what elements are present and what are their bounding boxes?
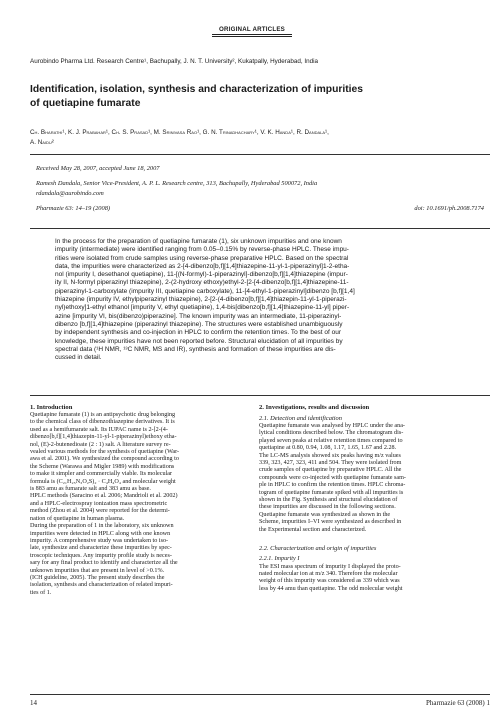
text-line: nated molecular ion at m/z 340. Therefore the molecular [259,571,398,577]
text-line: crude samples of quetiapine by preparative HPLC. All the [259,467,402,474]
text-line: thiazepine (impurity IV, ethylpiperazinyl thiazepine), 2-[2-(4-dibenzo[b,f][1,4]thiazepin-11-yl-1-piperazi- [55,296,347,304]
text-line: the Scheme (Warawa and Migler 1989) with modifications [30,463,175,470]
text-line: In the process for the preparation of quetiapine fumarate (1), six unknown impurities and one known [55,238,342,245]
body-text [259,423,481,534]
text-line: piperazinyl-1-carboxylate (impurity III, quetiapine carboxylate), 11-[4-ethyl-1-piperazinyl]dibenzo [b,f][1,4] [55,287,355,295]
text-line: compounds were co-injected with quetiapine fumarate sam- [259,474,406,481]
text-line: Quetiapine fumarate was synthesized as shown in the [259,511,391,518]
author-list [30,128,490,148]
text-line: data, the impurities were characterized as 2-[4-dibenzo[b,f][1,4]thiazepine-11-yl-1-piperazinyl]1-2-etha- [55,262,350,270]
correspondence-email: rdandala@aurobindo.com [36,189,104,197]
article-meta [36,164,484,213]
text-line: ple in HPLC to confirm the retention times. HPLC chroma- [259,482,406,489]
text-line: dibenzo [b,f][1,4]thiazepine (piperazinyl thiazepine). The structures were established unambiguously [55,320,343,328]
page-number: 14 [30,699,37,707]
text-line: ties of 1. [30,589,52,596]
text-line: During the preparation of 1 in the laboratory, six unknown [30,523,174,530]
text-line: by independent synthesis and co-injection in HPLC to confirm the retention times. To the best of our [55,329,342,337]
subsection-heading: 2.1. Detection and identification [259,415,342,422]
divider [30,694,490,695]
text-line: quetiapine at 0.80, 0.94, 1.08, 1.17, 1.65, 1.67 and 2.28. [259,445,397,452]
section-heading: 1. Introduction [30,404,73,411]
doi: doi: 10.1691/ph.2008.7174 [414,204,484,212]
text-line: The ESI mass spectrum of impurity I displayed the proto- [259,563,401,570]
text-line: The LC-MS analysis showed six peaks having m/z values [259,452,401,459]
text-line: ity II, N-formyl piperazinyl thiazepine), 2-(2-hydroxy ethoxy)ethyl-2-[2-[4-dibenzo[b,f][1,4]thiazepine-11- [55,279,349,287]
divider [30,154,490,155]
text-line: impurity (intermediate) were identified ranging from 0.05–0.15% by reverse-phase HPLC. These impu- [55,246,349,254]
text-line: method (Zhou et al. 2004) were reported for the determi- [30,508,170,515]
text-line: vealed various methods for the synthesis of quetiapine (War- [30,449,180,456]
author-line: A. Naidu² [30,138,54,146]
abstract [55,238,465,362]
received-date: Received May 28, 2007, accepted June 18, 2007 [36,165,160,172]
text-line: azine [impurity VI, bis(dibenzo)piperazine]. The known impurity was an intermediate, 11-piperazinyl- [55,312,342,320]
article-title [30,83,480,111]
text-line: 339, 323, 427, 323, 411 and 504. They were isolated from [259,460,402,467]
divider [30,395,490,396]
text-line: (ICH guideline, 2005). The present study describes the [30,574,165,581]
text-line: formula is (C₂₁H₂₅N₃O₂S)₂ · C₄H₄O₄ and molecular weight [30,478,176,485]
text-line: to make it simpler and commercially viable. Its molecular [30,471,173,478]
text-line: isolation, synthesis and characterization of related impuri- [30,582,173,589]
text-line: and a HPLC-electrospray ionization mass spectrometric [30,500,168,507]
text-line: spectral data (¹H NMR, ¹³C NMR, MS and IR), synthesis and formation of these impurities are dis- [55,345,336,353]
text-line: nol (impurity I, desethanol quetiapine), 11-[(N-formyl)-1-piperazinyl]-dibenzo[b,f][1,4]thiazepine (impur- [55,271,348,279]
text-line: Quetiapine fumarate was analysed by HPLC under the ana- [259,423,405,429]
text-line: these impurities are discussed in the following sections. [259,504,396,511]
text-line: lytical conditions described below. The chromatogram dis- [259,430,404,437]
divider [30,228,490,229]
subsubsection-heading: 2.2.1. Impurity I [259,555,300,563]
left-column [30,400,252,597]
text-line: nyl)ethoxy]1-ethyl ethanol [impurity V, ethyl quetiapine), 1,4-bis[dibenzo[b,f][1,4]thiazepine-11-yl] piper- [55,304,350,312]
text-line: nation of quetiapine in human plasma. [30,515,125,522]
text-line: weight of this impurity was considered as 339 which was [259,578,400,585]
text-line: dibenzo[b,f][1,4]thiazepin-11-yl-1-piperazinyl)ethoxy etha- [30,434,177,441]
text-line: played seven peaks at relative retention times compared to [259,437,403,444]
text-line: troscopic techniques. Any impurity profile study is neces- [30,552,172,559]
text-line: nol, (E)-2-butenedioate (2 : 1) salt. A literature survey re- [30,441,171,448]
text-line: impurities were detected in HPLC along with one known [30,530,171,537]
journal-reference: Pharmazie 63 (2008) 1 [426,699,490,707]
section-label: ORIGINAL ARTICLES [219,26,285,33]
header-rule [212,34,292,35]
text-line: used as a hemifumarate salt. Its IUPAC name is 2-[2-(4- [30,426,168,433]
citation: Pharmazie 63: 14–19 (2008) [36,204,111,212]
text-line: Scheme, impurities I–VI were synthesized as described in [259,519,402,526]
text-line: is 883 amu as fumarate salt and 383 amu as base. [30,486,151,493]
text-line: less by 44 amu than quetiapine. The odd molecular weight [259,585,403,592]
header-rule [212,36,292,37]
text-line: togram of quetiapine fumarate spiked with all impurities is [259,489,404,496]
title-line: of quetiapine fumarate [30,98,141,109]
right-column [259,400,481,593]
title-line: Identification, isolation, synthesis and characterization of impurities [30,84,363,95]
text-line: impurity. A comprehensive study was undertaken to iso- [30,537,169,544]
section-heading: 2. Investigations, results and discussion [259,404,370,411]
text-line: cussed in detail. [55,354,102,362]
text-line: sary for any final product to identify and characterize all the [30,560,178,567]
text-line: late, synthesize and characterize these impurities by spec- [30,545,172,552]
text-line: HPLC methods (Saracino et al. 2006; Mandrioli et al. 2002) [30,493,178,500]
text-line: Quetiapine fumarate (1) is an antipsychotic drug belonging [30,412,176,418]
text-line: rities were isolated from crude samples using reverse-phase preparative HPLC. Based on the spectral [55,254,349,262]
correspondence-address: Ramesh Dandala, Senior Vice-President, A. P. L. Research centre, 313, Bachupally, Hyderabad 500072, India [36,180,318,188]
body-text [259,564,481,594]
author-line: Ch. Bharathi¹, K. J. Prabahar¹, Ch. S. Prasad¹, M. Srinivasa Rao¹, G. N. Trinadhachary¹, V. K. Handa¹, R. Dandala¹, [30,129,329,136]
affiliation: Aurobindo Pharma Ltd. Research Centre¹, Bachupally, J. N. T. University², Kukatpally, Hyderabad, India [30,58,319,65]
text-line: awa et al. 2001). We synthesized the compound according to [30,456,179,463]
text-line: unknown impurities that are present in level of >0.1%. [30,567,165,574]
text-line: the Experimental section and characterized. [259,526,367,533]
text-line: shown in the Fig. Synthesis and structural elucidation of [259,497,398,504]
text-line: to the chemical class of dibenzothiazepine derivatives. It is [30,419,175,426]
body-text [30,412,252,597]
text-line: knowledge, these impurities have not been reported before. Structural elucidation of all impurities by [55,337,343,345]
subsection-heading: 2.2. Characterization and origin of impurities [259,545,377,553]
